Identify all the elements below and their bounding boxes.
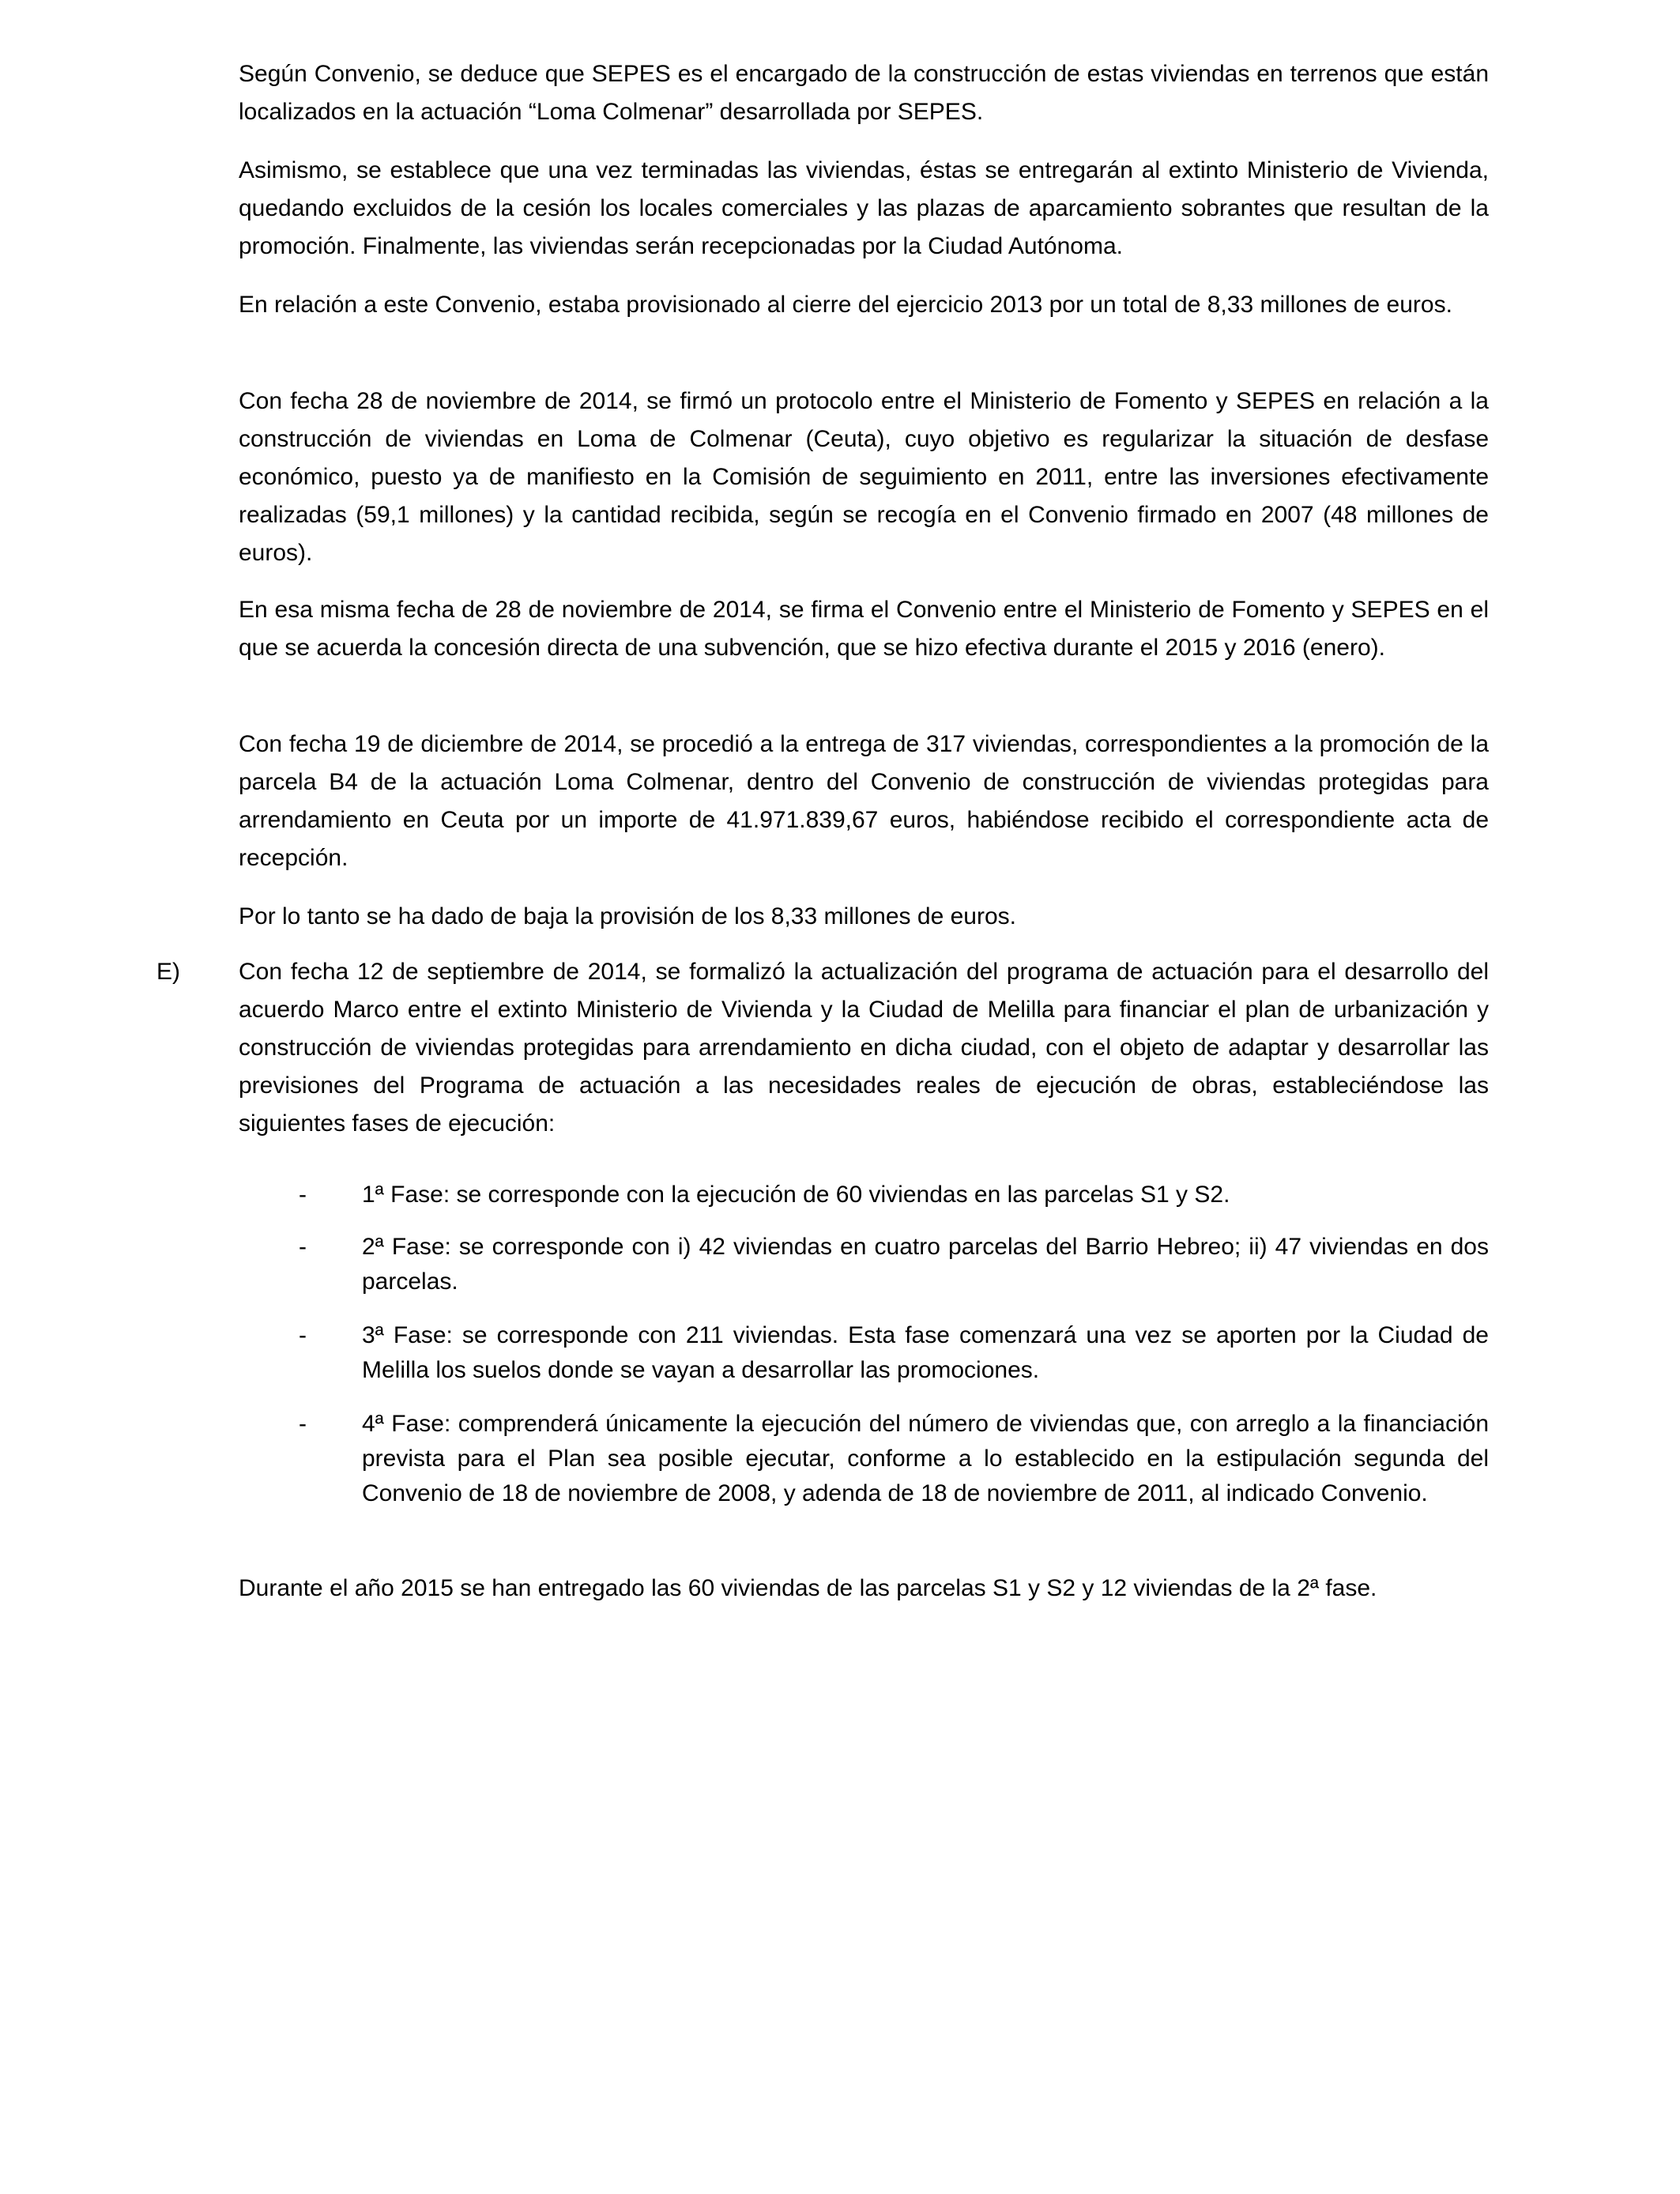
paragraph-protocolo-2014: Con fecha 28 de noviembre de 2014, se firmó un protocolo entre el Ministerio de Fomento y SEPES en relación a la construcción de viviendas en Loma de Colmenar (Ceuta), cuyo objetivo es regularizar la situación de desfase económico, puesto ya de manifiesto en la Comisión de seguimiento en 2011, entre las inversiones efectivamente realizadas (59,1 millones) y la cantidad recibida, según se recogía en el Convenio firmado en 2007 (48 millones de euros). [239,388,1489,566]
section-e-marker: E) [156,959,180,985]
phase-3-dash: - [299,1322,307,1348]
paragraph-provision-2013: En relación a este Convenio, estaba provisionado al cierre del ejercicio 2013 por un total de 8,33 millones de euros. [239,292,1452,318]
paragraph-convenio-sepes: Según Convenio, se deduce que SEPES es el encargado de la construcción de estas viviendas en terrenos que están localizados en la actuación “Loma Colmenar” desarrollada por SEPES. [239,61,1489,125]
paragraph-baja-provision: Por lo tanto se ha dado de baja la provisión de los 8,33 millones de euros. [239,903,1016,929]
paragraph-closing: Durante el año 2015 se han entregado las 60 viviendas de las parcelas S1 y S2 y 12 viviendas de la 2ª fase. [239,1575,1377,1601]
section-e-text: Con fecha 12 de septiembre de 2014, se formalizó la actualización del programa de actuación para el desarrollo del acuerdo Marco entre el extinto Ministerio de Vivienda y la Ciudad de Melilla para financiar el plan de urbanización y construcción de viviendas protegidas para arrendamiento en dicha ciudad, con el objeto de adaptar y desarrollar las previsiones del Programa de actuación a las necesidades reales de ejecución de obras, estableciéndose las siguientes fases de ejecución: [239,959,1489,1137]
phase-4-dash: - [299,1411,307,1437]
phase-2-text: 2ª Fase: se corresponde con i) 42 viviendas en cuatro parcelas del Barrio Hebreo; ii) 47 viviendas en dos parcelas. [362,1234,1489,1295]
paragraph-convenio-subvencion: En esa misma fecha de 28 de noviembre de 2014, se firma el Convenio entre el Ministerio de Fomento y SEPES en el que se acuerda la concesión directa de una subvención, que se hizo efectiva durante el 2015 y 2016 (enero). [239,597,1489,661]
phase-2-dash: - [299,1234,307,1260]
phase-1-text: 1ª Fase: se corresponde con la ejecución de 60 viviendas en las parcelas S1 y S2. [362,1182,1230,1208]
phase-4-text: 4ª Fase: comprenderá únicamente la ejecución del número de viviendas que, con arreglo a la financiación prevista para el Plan sea posible ejecutar, conforme a lo establecido en la estipulación segunda del Convenio de 18 de noviembre de 2008, y adenda de 18 de noviembre de 2011, al indicado Convenio. [362,1411,1489,1506]
phase-1-dash: - [299,1182,307,1208]
paragraph-entrega-viviendas: Asimismo, se establece que una vez terminadas las viviendas, éstas se entregarán al extinto Ministerio de Vivienda, quedando excluidos de la cesión los locales comerciales y las plazas de aparcamiento sobrantes que resultan de la promoción. Finalmente, las viviendas serán recepcionadas por la Ciudad Autónoma. [239,157,1489,259]
paragraph-entrega-317-viviendas: Con fecha 19 de diciembre de 2014, se procedió a la entrega de 317 viviendas, correspondientes a la promoción de la parcela B4 de la actuación Loma Colmenar, dentro del Convenio de construcción de viviendas protegidas para arrendamiento en Ceuta por un importe de 41.971.839,67 euros, habiéndose recibido el correspondiente acta de recepción. [239,731,1489,871]
phase-3-text: 3ª Fase: se corresponde con 211 viviendas. Esta fase comenzará una vez se aporten por la Ciudad de Melilla los suelos donde se vayan a desarrollar las promociones. [362,1322,1489,1383]
